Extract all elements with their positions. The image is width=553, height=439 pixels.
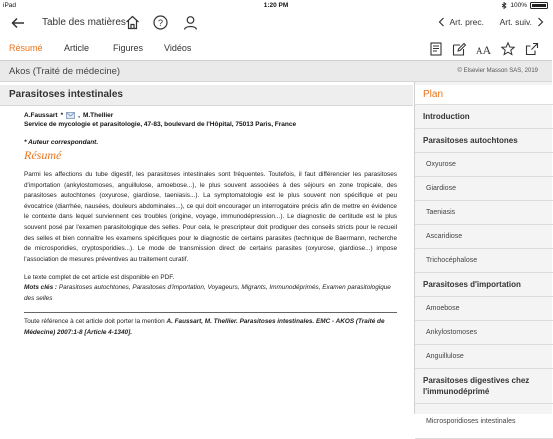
plan-subsection-item[interactable]: Ankylostomoses bbox=[415, 321, 553, 345]
previous-article-button[interactable] bbox=[438, 17, 484, 27]
svg-text:A: A bbox=[482, 43, 492, 57]
source-banner bbox=[0, 61, 552, 82]
chevron-right-icon bbox=[537, 17, 544, 27]
next-article-button[interactable] bbox=[500, 17, 544, 27]
corresponding-note: * Auteur correspondant. bbox=[24, 139, 99, 146]
battery-percent: 100% bbox=[510, 2, 527, 9]
bluetooth-icon bbox=[501, 2, 507, 9]
home-icon[interactable] bbox=[124, 14, 141, 31]
plan-subsection-item[interactable]: Taeniasis bbox=[415, 201, 553, 225]
citation-prefix: Toute référence à cet article doit porter la mention bbox=[24, 318, 165, 326]
article-body bbox=[24, 111, 397, 338]
copyright: © Elsevier Masson SAS, 2019 bbox=[457, 68, 538, 74]
article-title-bar bbox=[0, 85, 413, 106]
corresponding-mark: * bbox=[60, 112, 64, 119]
back-arrow-icon[interactable] bbox=[10, 15, 26, 31]
abstract-text: Parmi les affections du tube digestif, les parasitoses intestinales sont fréquentes. Toutefois, il faut différencier les parasitoses d'importation (ankylostomoses, anguillulose, amoebose...), le plus souvent associées à des séjours en zone tropicale, des parasitoses autochtones (oxyurose, giardiose, taeniasis...). La symptomatologie est le plus souvent non spécifique et peu évocatrice (diarrhée, nausées, douleurs abdominales...), ce qui doit encourager un interrogatoire précis afin de mettre en évidence le contexte dans lequel surviennent ces troubles (origine, voyage, immunodépression...). Le diagnostic de certitude est le plus souvent posé par l'examen parasitologique des selles. Pour cela, le prescripteur doit prodiguer des conseils stricts pour le recueil des selles et bien connaître les examens spécifiques pour le diagnostic de certains parasites (technique de Baermann, recherche de microsporidies, cryptosporidies...). Le mode de transmission direct de certains parasites (oxyurose, giardiose...) impose l'association de mesures préventives au traitement curatif. bbox=[24, 171, 397, 263]
plan-heading: Plan bbox=[423, 89, 444, 100]
font-size-icon[interactable] bbox=[475, 41, 491, 57]
tab-figures[interactable]: Figures bbox=[113, 43, 144, 53]
plan-subsection-item[interactable]: Giardiose bbox=[415, 177, 553, 201]
plan-list bbox=[415, 105, 553, 439]
tab-resume[interactable]: Résumé bbox=[9, 43, 43, 53]
edit-icon[interactable] bbox=[451, 41, 467, 57]
author-1[interactable]: A.Faussart bbox=[24, 112, 58, 119]
author-2[interactable]: M.Thellier bbox=[82, 112, 114, 119]
user-icon[interactable] bbox=[182, 14, 199, 31]
content-tabs bbox=[0, 37, 552, 61]
article-panel bbox=[0, 82, 413, 414]
chevron-left-icon bbox=[438, 17, 445, 27]
keywords-list: Parasitoses autochtones, Parasitoses d'importation, Voyageurs, Migrants, Immunodéprimés, Examen parasitologique des selles bbox=[24, 284, 391, 302]
plan-sidebar bbox=[414, 82, 552, 425]
clock: 1:20 PM bbox=[263, 2, 289, 9]
plan-subsection-item[interactable]: Microsporidioses intestinales bbox=[415, 404, 553, 439]
plan-subsection-item[interactable]: Ascaridiose bbox=[415, 225, 553, 249]
plan-section-item[interactable]: Parasitoses digestives chez l'immunodéprimé bbox=[415, 369, 553, 404]
plan-section-item[interactable]: Parasitoses d'importation bbox=[415, 273, 553, 297]
plan-subsection-item[interactable]: Oxyurose bbox=[415, 153, 553, 177]
plan-subsection-item[interactable]: Trichocéphalose bbox=[415, 249, 553, 273]
next-article-label: Art. suiv. bbox=[499, 17, 532, 27]
resume-heading: Résumé bbox=[24, 148, 62, 162]
share-icon[interactable] bbox=[524, 41, 540, 57]
citation-reference: A. Faussart, M. Thellier. Parasitoses intestinales. EMC - AKOS (Traité de Médecine) 2007:1-8 [Article 4-1340]. bbox=[24, 318, 385, 336]
citation bbox=[24, 317, 397, 338]
nav-bar bbox=[0, 12, 552, 34]
mail-icon[interactable] bbox=[66, 112, 75, 119]
note-icon[interactable] bbox=[428, 41, 444, 57]
battery-indicator bbox=[501, 2, 548, 9]
battery-icon bbox=[530, 2, 548, 9]
keywords-label: Mots clés : bbox=[24, 284, 58, 292]
device-label: iPad bbox=[3, 2, 17, 9]
keywords bbox=[24, 283, 397, 304]
plan-subsection-item[interactable]: Amoebose bbox=[415, 297, 553, 321]
table-of-contents-link[interactable]: Table des matières bbox=[42, 17, 126, 28]
source-title: Akos (Traité de médecine) bbox=[9, 66, 121, 77]
divider bbox=[24, 312, 397, 313]
status-bar bbox=[0, 0, 552, 12]
tab-article[interactable]: Article bbox=[64, 43, 90, 53]
pdf-note: Le texte complet de cet article est disponible en PDF. bbox=[24, 274, 175, 282]
plan-subsection-item[interactable]: Anguillulose bbox=[415, 345, 553, 369]
help-icon[interactable] bbox=[152, 14, 169, 31]
plan-header bbox=[415, 85, 553, 105]
article-title: Parasitoses intestinales bbox=[9, 89, 123, 100]
svg-text:?: ? bbox=[157, 18, 164, 28]
authors bbox=[24, 111, 397, 120]
plan-section-item[interactable]: Introduction bbox=[415, 105, 553, 129]
author-separator: , bbox=[78, 112, 80, 119]
star-icon[interactable] bbox=[500, 41, 516, 57]
svg-text:A: A bbox=[476, 46, 483, 56]
previous-article-label: Art. prec. bbox=[449, 17, 484, 27]
plan-section-item[interactable]: Parasitoses autochtones bbox=[415, 129, 553, 153]
tab-videos[interactable]: Vidéos bbox=[164, 43, 192, 53]
affiliation: Service de mycologie et parasitologie, 47-83, boulevard de l'Hôpital, 75013 Paris, France bbox=[24, 121, 297, 128]
